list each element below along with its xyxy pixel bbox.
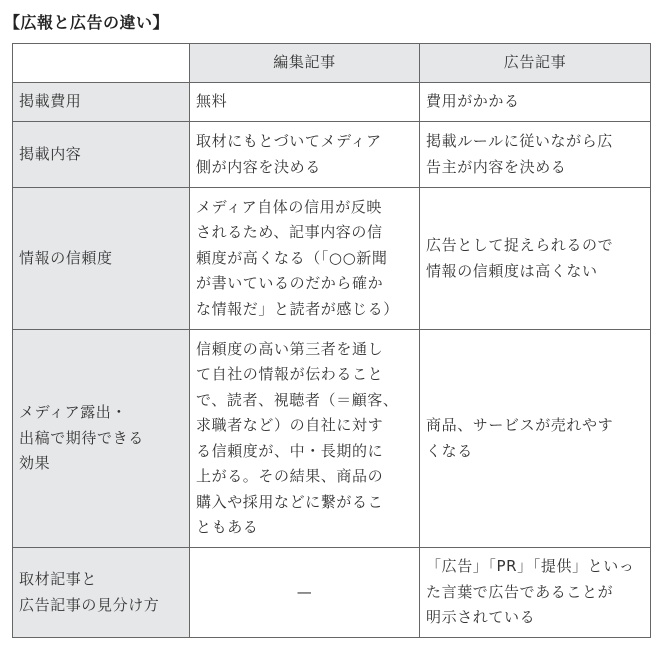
text-line: メディア自体の信用が反映 — [196, 197, 383, 216]
editorial-cell — [190, 188, 420, 330]
dash-text: — — [296, 582, 313, 601]
header-empty-cell — [13, 44, 190, 83]
text-line: メディア露出・ — [19, 403, 128, 422]
text-line: 広告記事の見分け方 — [19, 595, 160, 614]
text-line: 求職者など）の自社に対す — [196, 416, 384, 434]
text-line: 掲載費用 — [19, 92, 82, 111]
text-line: ともある — [196, 518, 259, 536]
text-line: 商品、サービスが売れやす — [426, 416, 614, 434]
text-line: 明示されている — [426, 608, 536, 627]
text-line: で、読者、視聴者（＝顧客、 — [196, 390, 399, 409]
text-line: 広告として捉えられるので — [426, 236, 614, 254]
row-label — [13, 188, 190, 330]
text-line: 効果 — [19, 454, 51, 473]
table-row — [13, 548, 651, 638]
text-line: されるため、記事内容の信 — [196, 223, 383, 242]
text-line: 購入や採用などに繋がるこ — [196, 492, 384, 511]
advertorial-cell — [420, 188, 651, 330]
text-line: 無料 — [196, 92, 228, 111]
table-header-row — [13, 44, 651, 83]
header-advertorial: 広告記事 — [420, 44, 651, 83]
editorial-cell — [190, 83, 420, 122]
text-line: 情報の信頼度は高くない — [426, 261, 598, 280]
text-line: 「広告」「PR」「提供」といっ — [426, 557, 635, 576]
row-label — [13, 548, 190, 638]
text-line: 情報の信頼度 — [19, 248, 113, 267]
text-line: な情報だ」と読者が感じる） — [196, 299, 399, 318]
editorial-cell — [190, 330, 420, 548]
table-row — [13, 122, 651, 188]
editorial-cell — [190, 548, 420, 638]
text-line: 頼度が高くなる（「○○新聞 — [196, 248, 388, 267]
text-line: て自社の情報が伝わること — [196, 365, 384, 383]
text-line: 掲載内容 — [19, 144, 82, 163]
text-line: た言葉で広告であることが — [426, 582, 614, 601]
text-line: くなる — [426, 441, 473, 460]
text-line: 出稿で期待できる — [19, 428, 144, 447]
text-line: 告主が内容を決める — [426, 157, 567, 176]
text-line: 費用がかかる — [426, 92, 520, 111]
text-line: 取材記事と — [19, 570, 98, 588]
advertorial-cell — [420, 122, 651, 188]
text-line: 取材にもとづいてメディア — [196, 132, 382, 150]
header-editorial: 編集記事 — [190, 44, 420, 83]
table-row — [13, 330, 651, 548]
table-title: 【広報と広告の違い】 — [4, 13, 170, 32]
text-line: が書いているのだから確か — [196, 274, 384, 293]
advertorial-cell — [420, 548, 651, 638]
table-row — [13, 188, 651, 330]
text-line: 上がる。その結果、商品の — [196, 467, 384, 485]
text-line: 信頼度の高い第三者を通し — [196, 339, 384, 358]
row-label — [13, 122, 190, 188]
row-label — [13, 330, 190, 548]
advertorial-cell — [420, 330, 651, 548]
text-line: 側が内容を決める — [196, 157, 321, 176]
text-line: 掲載ルールに従いながら広 — [426, 132, 613, 150]
comparison-table — [12, 43, 651, 638]
advertorial-cell — [420, 83, 651, 122]
table-row — [13, 83, 651, 122]
editorial-cell — [190, 122, 420, 188]
row-label — [13, 83, 190, 122]
text-line: る信頼度が、中・長期的に — [196, 441, 384, 460]
